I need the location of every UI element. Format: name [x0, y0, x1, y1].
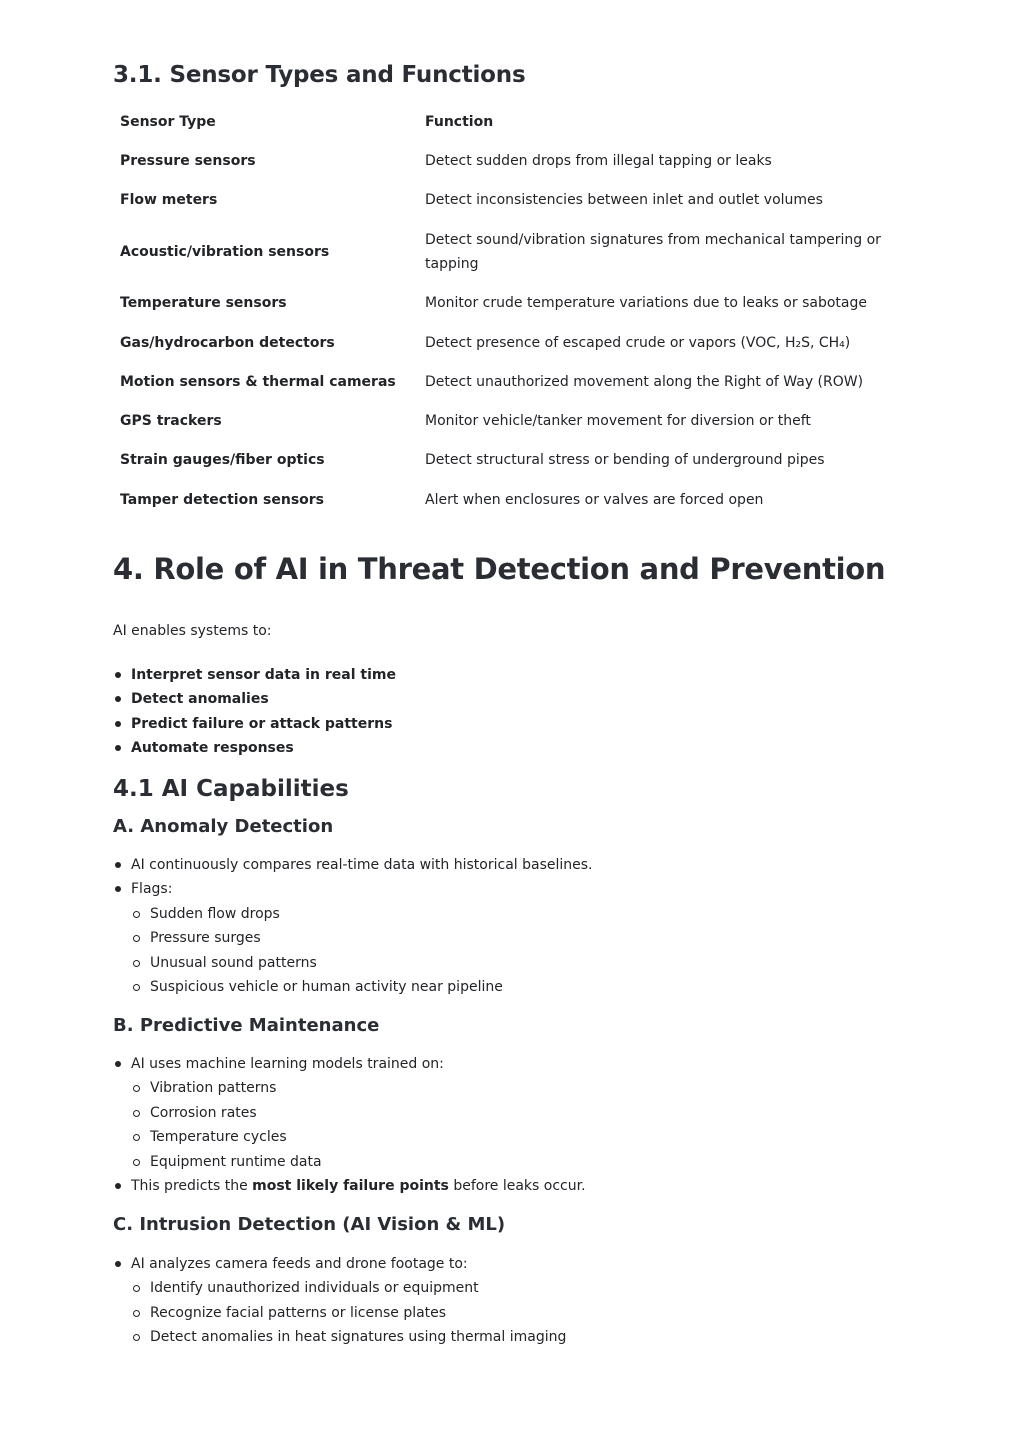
ai-enables-list [113, 663, 396, 761]
list-item: AI continuously compares real-time data with historical baselines. [113, 853, 593, 877]
section-4-1-heading: 4.1 AI Capabilities [113, 776, 349, 802]
list-item: Corrosion rates [131, 1101, 586, 1125]
list-item: Predict failure or attack patterns [113, 712, 396, 736]
sensor-types-table [113, 102, 903, 519]
bullet-icon [115, 745, 121, 751]
function-cell: Monitor crude temperature variations due to leaks or sabotage [425, 295, 867, 312]
list-item: Automate responses [113, 736, 396, 760]
list-item: AI analyzes camera feeds and drone footage to: Identify unauthorized individuals or equipment Recognize facial patterns or license plates Detect anomalies in heat signatures using thermal imaging [113, 1252, 566, 1350]
intrusion-detection-block [113, 1252, 566, 1350]
circle-bullet-icon [133, 1110, 140, 1117]
sensor-type-cell: Motion sensors & thermal cameras [120, 373, 396, 390]
list-item: Recognize facial patterns or license plates [131, 1301, 566, 1325]
bullet-icon [115, 1261, 121, 1267]
function-cell: Detect sudden drops from illegal tapping or leaks [425, 152, 772, 169]
predictive-maintenance-heading: B. Predictive Maintenance [113, 1015, 380, 1036]
list-item: Pressure surges [131, 926, 593, 950]
bullet-icon [115, 721, 121, 727]
sensor-type-cell: Temperature sensors [120, 295, 287, 312]
table-row [113, 401, 903, 440]
anomaly-detection-heading: A. Anomaly Detection [113, 816, 334, 837]
function-cell: Detect sound/vibration signatures from mechanical tampering or tapping [425, 231, 881, 272]
list-item: This predicts the most likely failure points before leaks occur. [113, 1174, 586, 1198]
intrusion-detection-heading: C. Intrusion Detection (AI Vision & ML) [113, 1214, 506, 1235]
table-row [113, 141, 903, 180]
list-item: Sudden flow drops [131, 902, 593, 926]
table-row [113, 323, 903, 362]
list-item: Temperature cycles [131, 1125, 586, 1149]
sensor-type-cell: Gas/hydrocarbon detectors [120, 334, 335, 351]
list-item: Suspicious vehicle or human activity near pipeline [131, 975, 593, 999]
bullet-icon [115, 672, 121, 678]
list-item: Flags: Sudden flow drops Pressure surges Unusual sound patterns Suspicious vehicle or human activity near pipeline [113, 877, 593, 999]
list-item: Identify unauthorized individuals or equipment [131, 1276, 566, 1300]
circle-bullet-icon [133, 911, 140, 918]
sensor-type-cell: Pressure sensors [120, 152, 256, 169]
flags-list [131, 902, 593, 1000]
function-cell: Monitor vehicle/tanker movement for diversion or theft [425, 413, 811, 430]
sensor-type-cell: Flow meters [120, 191, 218, 208]
bullet-icon [115, 886, 121, 892]
anomaly-detection-block [113, 853, 593, 999]
table-row [113, 480, 903, 519]
function-cell: Detect inconsistencies between inlet and outlet volumes [425, 191, 823, 208]
bullet-icon [115, 1183, 121, 1189]
circle-bullet-icon [133, 1310, 140, 1317]
function-cell: Alert when enclosures or valves are forced open [425, 491, 764, 508]
list-item: Unusual sound patterns [131, 951, 593, 975]
section-4-intro: AI enables systems to: [113, 623, 272, 639]
list-item: AI uses machine learning models trained on: Vibration patterns Corrosion rates Temperature cycles Equipment runtime data [113, 1052, 586, 1174]
sensor-type-cell: Acoustic/vibration sensors [120, 243, 330, 260]
circle-bullet-icon [133, 1334, 140, 1341]
sensor-type-cell: Strain gauges/fiber optics [120, 452, 325, 469]
table-row [113, 180, 903, 219]
predictive-maintenance-block [113, 1052, 586, 1198]
table-row [113, 220, 903, 284]
sensor-type-cell: GPS trackers [120, 413, 222, 430]
sensor-type-cell: Tamper detection sensors [120, 491, 325, 508]
bullet-icon [115, 696, 121, 702]
list-item: Interpret sensor data in real time [113, 663, 396, 687]
circle-bullet-icon [133, 984, 140, 991]
function-cell: Detect structural stress or bending of underground pipes [425, 452, 825, 469]
circle-bullet-icon [133, 1159, 140, 1166]
circle-bullet-icon [133, 1134, 140, 1141]
list-item: Equipment runtime data [131, 1150, 586, 1174]
circle-bullet-icon [133, 935, 140, 942]
column-header-sensor-type: Sensor Type [120, 113, 216, 130]
table-row [113, 362, 903, 401]
circle-bullet-icon [133, 1085, 140, 1092]
table-header-row [113, 102, 903, 141]
bullet-icon [115, 1061, 121, 1067]
function-cell: Detect unauthorized movement along the Right of Way (ROW) [425, 373, 864, 390]
vision-tasks-list [131, 1276, 566, 1349]
section-3-1-heading: 3.1. Sensor Types and Functions [113, 62, 526, 88]
function-cell: Detect presence of escaped crude or vapors (VOC, H₂S, CH₄) [425, 334, 851, 351]
table-row [113, 441, 903, 480]
list-item: Detect anomalies [113, 687, 396, 711]
list-item: Detect anomalies in heat signatures using thermal imaging [131, 1325, 566, 1349]
training-data-list [131, 1076, 586, 1174]
section-4-heading: 4. Role of AI in Threat Detection and Prevention [113, 552, 886, 586]
column-header-function: Function [425, 113, 494, 130]
list-item: Vibration patterns [131, 1076, 586, 1100]
circle-bullet-icon [133, 960, 140, 967]
bullet-icon [115, 862, 121, 868]
table-row [113, 284, 903, 323]
circle-bullet-icon [133, 1285, 140, 1292]
